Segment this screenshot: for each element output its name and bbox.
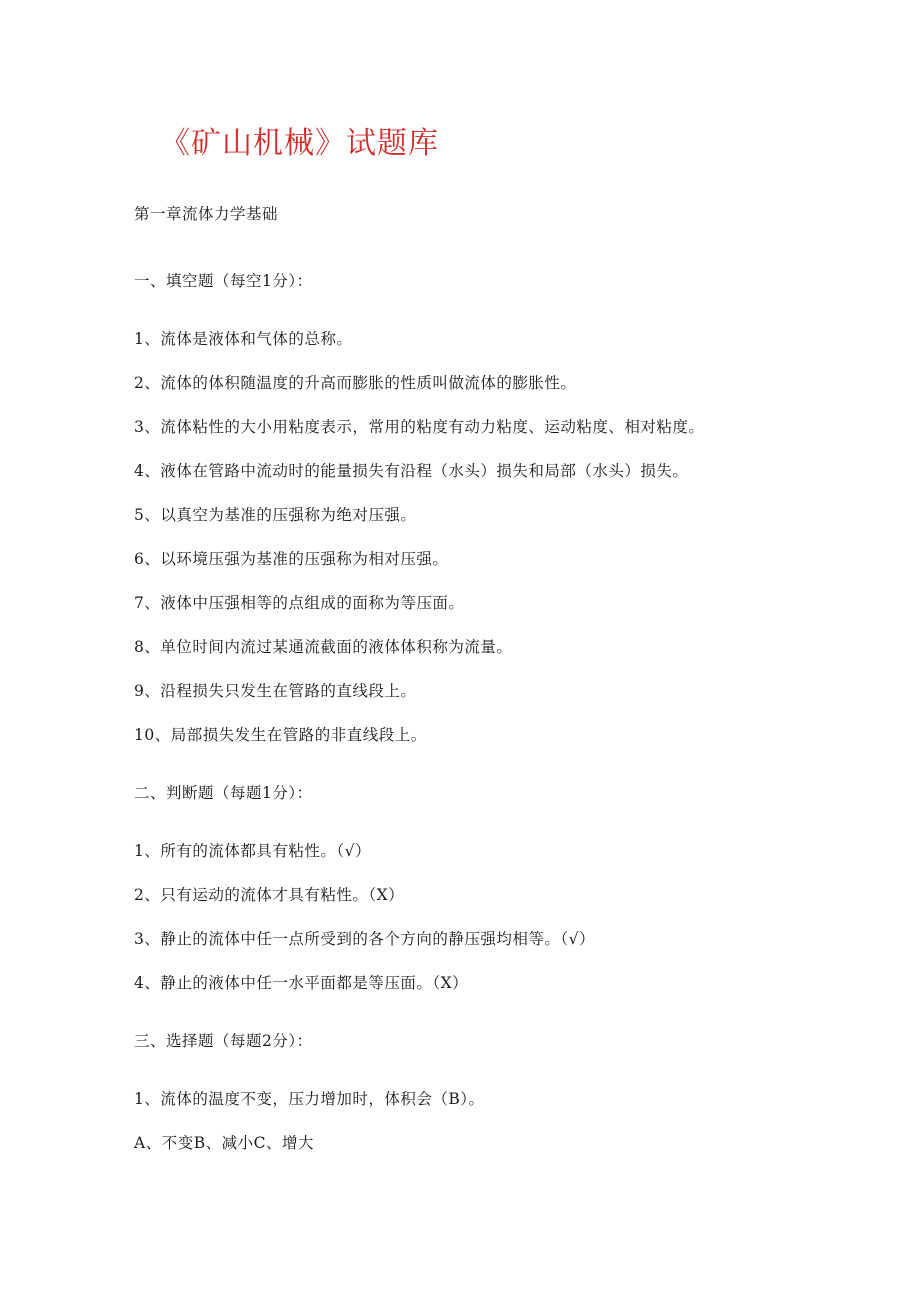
list-item: 8、单位时间内流过某通流截面的液体体积称为流量。: [134, 638, 513, 656]
list-item: 5、以真空为基准的压强称为绝对压强。: [134, 506, 417, 524]
list-item: 1、所有的流体都具有粘性。（√）: [134, 842, 371, 860]
list-item: 4、静止的液体中任一水平面都是等压面。（X）: [134, 974, 469, 992]
section-heading-true-false: 二、判断题（每题1分）：: [134, 784, 313, 802]
list-item: 3、流体粘性的大小用粘度表示，常用的粘度有动力粘度、运动粘度、相对粘度。: [134, 418, 705, 436]
list-item: 1、流体的温度不变，压力增加时，体积会（B）。: [134, 1090, 485, 1108]
list-item: 2、只有运动的流体才具有粘性。（X）: [134, 886, 405, 904]
answer-options: A、不变B、减小C、增大: [134, 1134, 314, 1152]
list-item: 9、沿程损失只发生在管路的直线段上。: [134, 682, 417, 700]
list-item: 3、静止的流体中任一点所受到的各个方向的静压强均相等。（√）: [134, 930, 595, 948]
list-item: 10、局部损失发生在管路的非直线段上。: [134, 726, 427, 744]
document-title: 《矿山机械》试题库: [160, 126, 439, 161]
section-heading-multiple-choice: 三、选择题（每题2分）：: [134, 1032, 313, 1050]
list-item: 6、以环境压强为基准的压强称为相对压强。: [134, 550, 449, 568]
section-heading-fill-blank: 一、填空题（每空1分）：: [134, 272, 313, 290]
list-item: 2、流体的体积随温度的升高而膨胀的性质叫做流体的膨胀性。: [134, 374, 577, 392]
list-item: 7、液体中压强相等的点组成的面称为等压面。: [134, 594, 465, 612]
list-item: 1、流体是液体和气体的总称。: [134, 330, 353, 348]
list-item: 4、液体在管路中流动时的能量损失有沿程（水头）损失和局部（水头）损失。: [134, 462, 689, 480]
chapter-heading: 第一章流体力学基础: [134, 205, 279, 223]
